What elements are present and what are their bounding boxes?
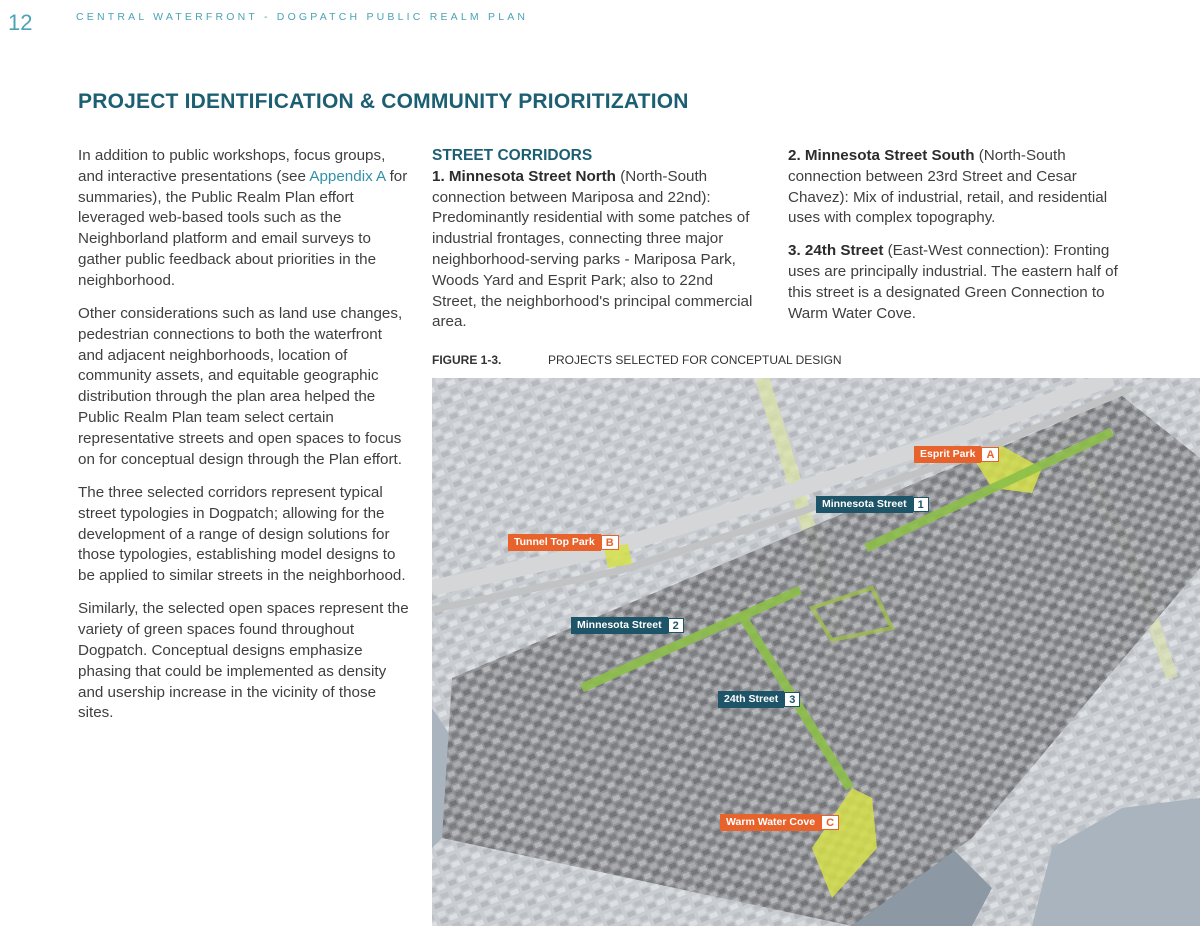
figure-caption xyxy=(432,353,842,367)
intro-paragraph-3: The three selected corridors represent typical street typologies in Dogpatch; allowing for the development of a range of design solutions for those typologies, establishing model designs to be applied to similar streets in the neighborhood. xyxy=(78,483,406,585)
street-corridors-heading: STREET CORRIDORS xyxy=(432,147,593,164)
warm-water-cove-label: Warm Water Cove C xyxy=(720,814,840,831)
running-head: CENTRAL WATERFRONT - DOGPATCH PUBLIC REALM PLAN xyxy=(76,11,529,23)
intro-paragraph-4: Similarly, the selected open spaces represent the variety of green spaces found throughout Dogpatch. Conceptual designs emphasize phasing that could be implemented as density and usership increase in the vicinity of those sites. xyxy=(78,600,409,722)
figure-title: PROJECTS SELECTED FOR CONCEPTUAL DESIGN xyxy=(548,353,842,367)
intro-column xyxy=(78,146,410,737)
intro-paragraph-1: In addition to public workshops, focus groups, and interactive presentations (see Appendix A for summaries), the Public Realm Plan effort leveraged web-based tools such as the Neighborland platform and email surveys to gather public feedback about priorities in the neighborhood. xyxy=(78,147,408,289)
tunnel-top-park-label: Tunnel Top Park B xyxy=(508,534,620,551)
minnesota-street-2-label: Minnesota Street 2 xyxy=(571,617,685,634)
corridors-column-2 xyxy=(788,146,1118,336)
corridors-column-1 xyxy=(432,146,762,333)
24th-street-label: 24th Street 3 xyxy=(718,691,801,708)
figure-number: FIGURE 1-3. xyxy=(432,353,502,367)
section-title: PROJECT IDENTIFICATION & COMMUNITY PRIORITIZATION xyxy=(78,90,689,113)
appendix-a-link[interactable]: Appendix A xyxy=(309,167,386,185)
corridor-item-3: 3. 24th Street (East-West connection): Fronting uses are principally industrial. The eastern half of this street is a designated Green Connection to Warm Water Cove. xyxy=(788,242,1118,322)
minnesota-street-1-label: Minnesota Street 1 xyxy=(816,496,930,513)
page-number: 12 xyxy=(8,10,33,35)
aerial-map xyxy=(432,378,1200,926)
aerial-map-graphic xyxy=(432,378,1200,926)
intro-paragraph-2: Other considerations such as land use changes, pedestrian connections to both the waterfront and adjacent neighborhoods, location of community assets, and equitable geographic distribution through the plan area helped the Public Realm Plan team select certain representative streets and open spaces to focus on for conceptual design through the Plan effort. xyxy=(78,305,403,468)
corridor-item-1: 1. Minnesota Street North (North-South connection between Mariposa and 22nd): Predominantly residential with some patches of industrial frontages, connecting three major neighborhood-serving parks - Mariposa Park, Woods Yard and Esprit Park; also to 22nd Street, the neighborhood's principal commercial area. xyxy=(432,167,753,331)
corridor-item-2: 2. Minnesota Street South (North-South connection between 23rd Street and Cesar Chavez): Mix of industrial, retail, and residential uses with complex topography. xyxy=(788,147,1108,227)
esprit-park-label: Esprit Park A xyxy=(914,446,1000,463)
